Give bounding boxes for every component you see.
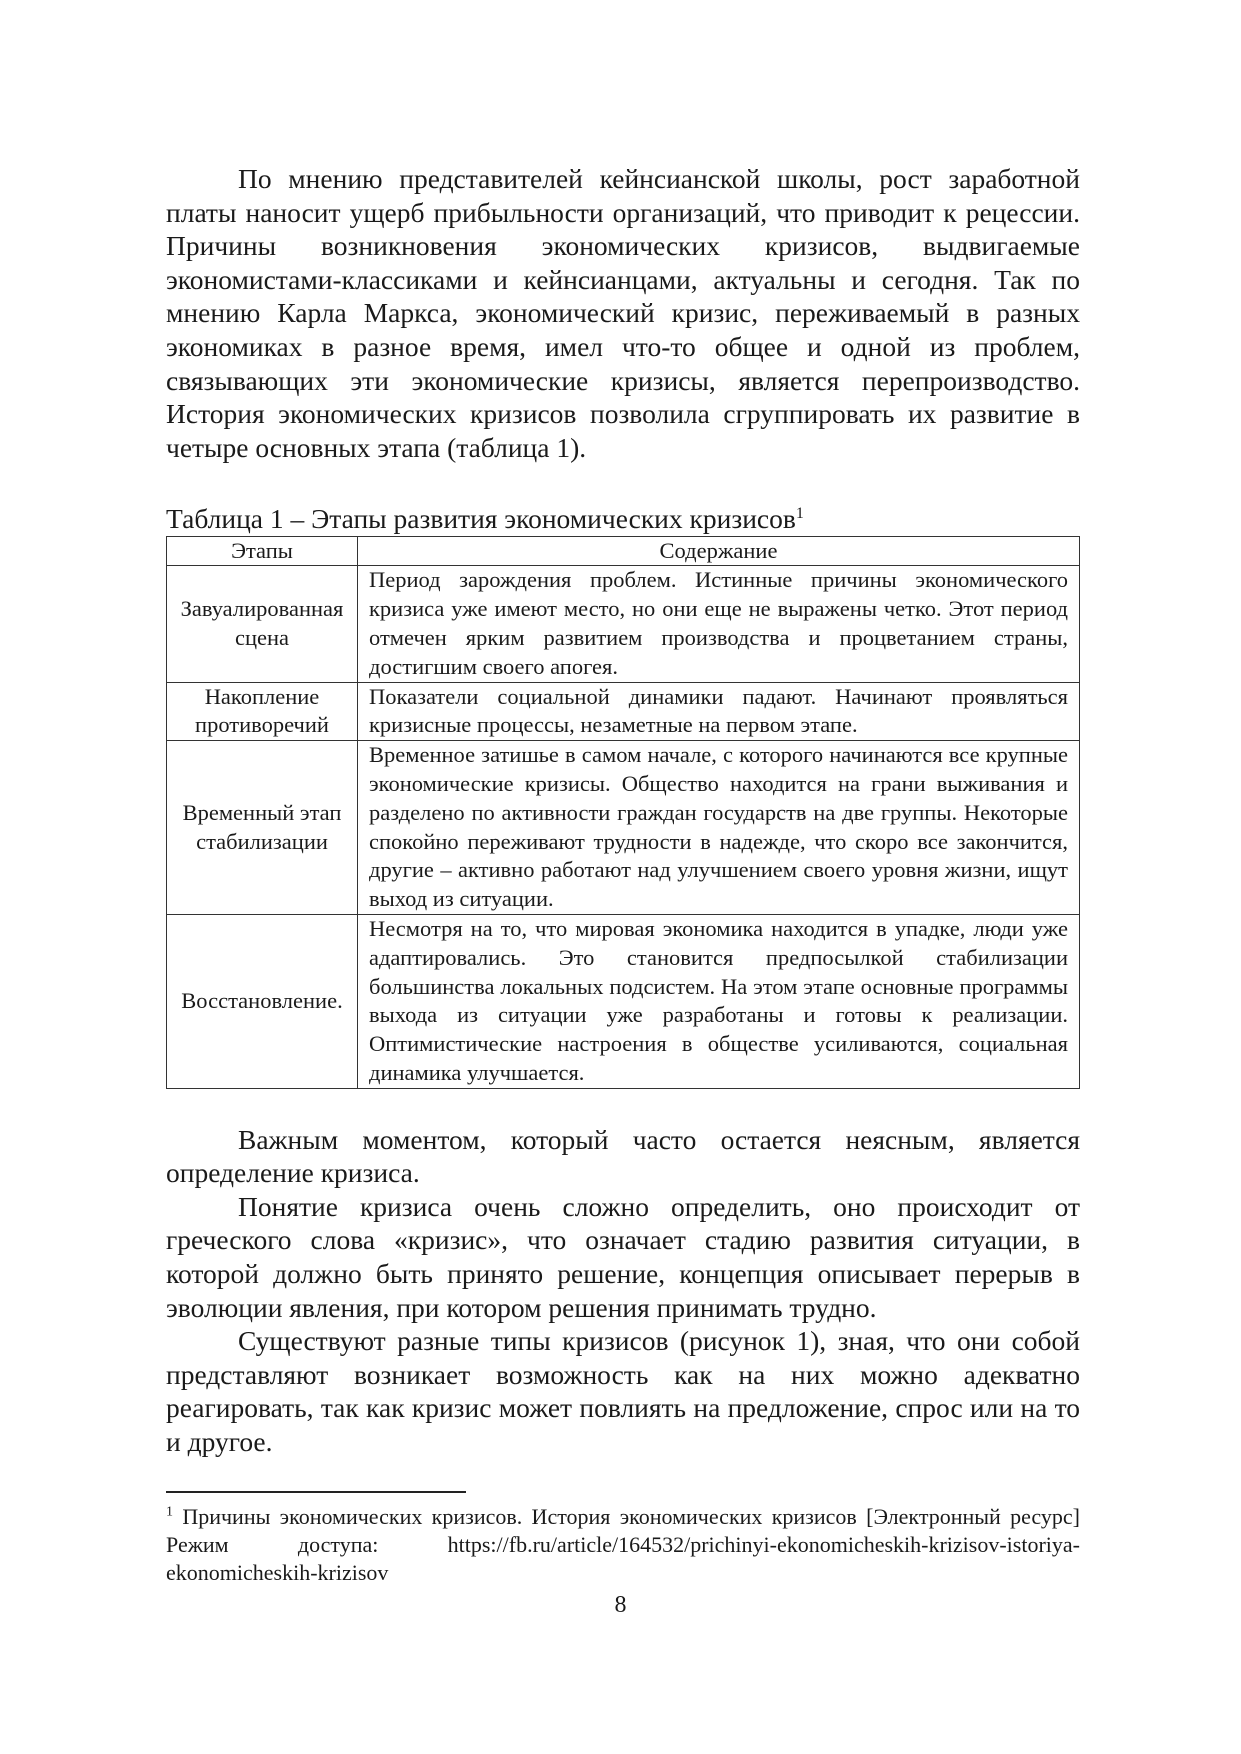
- footnote: [166, 1503, 1080, 1588]
- footnote-marker: 1: [166, 1504, 173, 1520]
- table-row: [167, 741, 1080, 915]
- content-cell: Период зарождения проблем. Истинные причины экономического кризиса уже имеют место, но они еще не выражены четко. Этот период отмечен ярким развитием производства и процветанием страны, достигшим своего апогея.: [358, 566, 1080, 682]
- paragraph-intro: По мнению представителей кейнсианской школы, рост заработной платы наносит ущерб прибыльности организаций, что приводит к рецессии. Причины возникновения экономических кризисов, выдвигаемые экономистами-классиками и кейнсианцами, актуальны и сегодня. Так по мнению Карла Маркса, экономический кризис, переживаемый в разных экономиках в разное время, имел что-то общее и одной из проблем, связывающих эти экономические кризисы, является перепроизводство. История экономических кризисов позволила сгруппировать их развитие в четыре основных этапа (таблица 1).: [166, 163, 1080, 463]
- table-caption-text: Таблица 1 – Этапы развития экономических кризисов: [166, 503, 796, 535]
- paragraph-definition: Важным моментом, который часто остается неясным, является определение кризиса.: [166, 1123, 1080, 1189]
- stage-cell: Восстановление.: [167, 914, 358, 1088]
- paragraph-types: Существуют разные типы кризисов (рисунок 1), зная, что они собой представляют возникает возможность как на них можно адекватно реагировать, так как кризис может повлиять на предложение, спрос или на то и другое.: [166, 1325, 1080, 1458]
- header-content: Содержание: [358, 537, 1080, 566]
- stage-cell: Завуалированная сцена: [167, 566, 358, 682]
- paragraph-concept: Понятие кризиса очень сложно определить, оно происходит от греческого слова «кризис», что означает стадию развития ситуации, в которой должно быть принято решение, концепция описывает перерыв в эволюции явления, при котором решения принимать трудно.: [166, 1190, 1080, 1323]
- footnote-text: Причины экономических кризисов. История экономических кризисов [Электронный ресурс] Режим доступа: https://fb.ru/article/164532/prichinyi-ekonomicheskih-krizisov-istoriya-ekonomicheskih-krizisov: [166, 1503, 1080, 1586]
- content-cell: Временное затишье в самом начале, с которого начинаются все крупные экономические кризисы. Общество находится на грани выживания и разделено по активности граждан государств на две группы. Некоторые спокойно переживают трудности в надежде, что скоро все закончится, другие – активно работают над улучшением своего уровня жизни, ищут выход из ситуации.: [358, 741, 1080, 915]
- table-caption: [166, 502, 1080, 536]
- stage-cell: Накопление противоречий: [167, 682, 358, 741]
- content-cell: Несмотря на то, что мировая экономика находится в упадке, люди уже адаптировались. Это становится предпосылкой стабилизации большинства локальных подсистем. На этом этапе основные программы выхода из ситуации уже разработаны и готовы к реализации. Оптимистические настроения в обществе усиливаются, социальная динамика улучшается.: [358, 914, 1080, 1088]
- footnote-reference[interactable]: 1: [795, 505, 804, 523]
- footnote-divider: [166, 1491, 466, 1493]
- stage-cell: Временный этап стабилизации: [167, 741, 358, 915]
- page-body: [166, 162, 1080, 1587]
- stages-table: [166, 536, 1080, 1088]
- header-stage: Этапы: [167, 537, 358, 566]
- table-row: [167, 914, 1080, 1088]
- table-header-row: [167, 537, 1080, 566]
- table-row: [167, 566, 1080, 682]
- table-row: [167, 682, 1080, 741]
- page-number: 8: [614, 1592, 627, 1618]
- content-cell: Показатели социальной динамики падают. Начинают проявляться кризисные процессы, незаметные на первом этапе.: [358, 682, 1080, 741]
